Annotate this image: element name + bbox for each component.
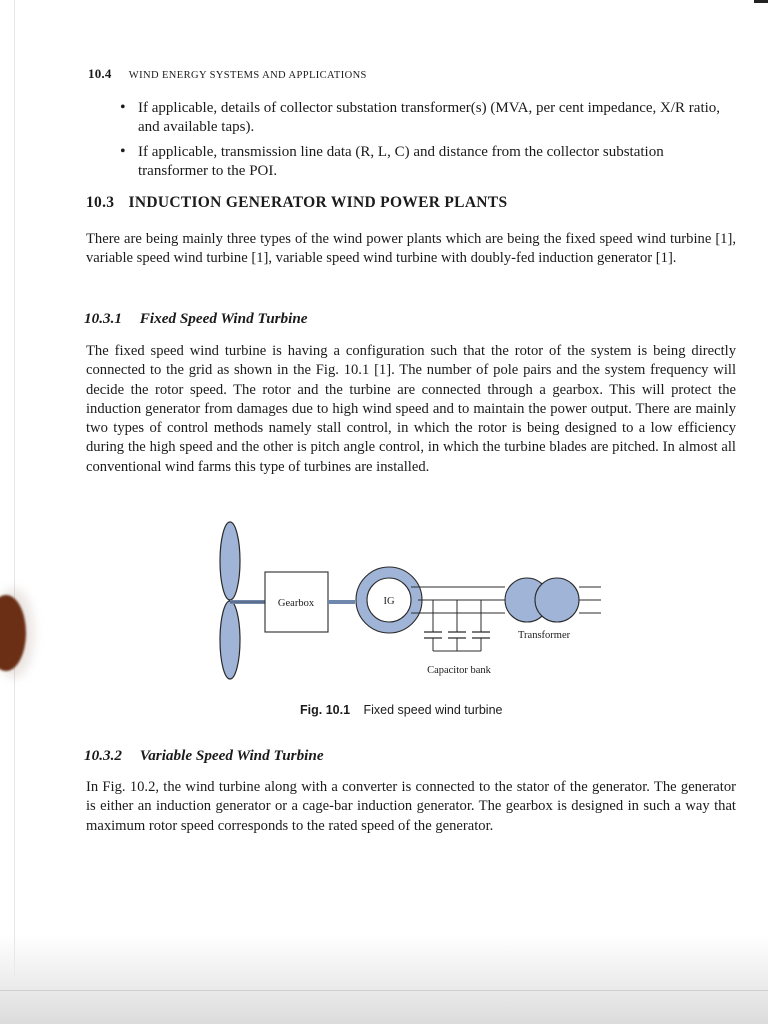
subsection-number: 10.3.2 (84, 747, 122, 764)
bullet-icon: • (120, 143, 126, 160)
bullet-icon: • (120, 99, 126, 116)
subsection-title: Variable Speed Wind Turbine (139, 747, 324, 764)
section-number: 10.3 (86, 194, 115, 211)
scan-bottom-shadow (0, 935, 768, 1024)
subsection-heading-fixed-speed (84, 310, 308, 328)
capacitor-plates (424, 632, 490, 638)
section-heading (86, 194, 507, 212)
capacitor-common-link (433, 638, 481, 651)
capacitor-bank-label: Capacitor bank (427, 665, 491, 676)
bullet-list (114, 99, 736, 187)
bullet-text: If applicable, transmission line data (R, L, C) and distance from the collector substation transformer to the POI. (138, 144, 664, 179)
turbine-blade-upper (220, 522, 240, 600)
figure-fixed-speed-wind-turbine (205, 518, 625, 688)
page-number: 10.4 (88, 66, 112, 81)
subsection-number: 10.3.1 (84, 310, 122, 327)
gearbox-label: Gearbox (277, 598, 315, 609)
list-item (114, 99, 736, 137)
subsection-title: Fixed Speed Wind Turbine (139, 310, 308, 327)
section-title: INDUCTION GENERATOR WIND POWER PLANTS (128, 194, 508, 211)
fixed-speed-paragraph: The fixed speed wind turbine is having a configuration such that the rotor of the system is being directly connected to the grid as shown in the Fig. 10.1 [1]. The number of pole pairs and the system frequency will decide the rotor speed. The rotor and the turbine are connected through a gearbox. This will protect the induction generator from damages due to high wind speed and to maintain the power output. There are mainly two types of control methods namely stall control, in which the rotor is being designed to a low efficiency during the high speed and the other is pitch angle control, in which the turbine blades are pitched. In almost all conventional wind farms this type of turbines are installed. (86, 343, 736, 475)
bullet-text: If applicable, details of collector substation transformer(s) (MVA, per cent impedance, X/R ratio, and available taps). (138, 100, 721, 135)
turbine-blade-lower (220, 601, 240, 679)
figure-caption-text: Fixed speed wind turbine (363, 703, 503, 717)
subsection-heading-variable-speed (84, 747, 324, 765)
list-item (114, 143, 736, 181)
scan-corner-mark (754, 0, 768, 3)
generator-label: IG (383, 596, 395, 607)
running-title: WIND ENERGY SYSTEMS AND APPLICATIONS (128, 70, 367, 81)
figure-caption (300, 703, 503, 717)
section-intro-paragraph: There are being mainly three types of the wind power plants which are being the fixed speed wind turbine [1], variable speed wind turbine [1], variable speed wind turbine with doubly-fed induction generator [1]. (86, 231, 736, 267)
running-header (88, 66, 367, 82)
scan-bottom-edge (0, 990, 768, 991)
variable-speed-paragraph: In Fig. 10.2, the wind turbine along with a converter is connected to the stator of the generator. The generator is either an induction generator or a cage-bar induction generator. The gearbox is designed in such a way that maximum rotor speed corresponds to the rated speed of the generator. (86, 779, 736, 834)
transformer-label: Transformer (518, 630, 571, 641)
turbine-diagram (205, 518, 625, 688)
figure-number: Fig. 10.1 (300, 703, 351, 717)
page-edge (14, 0, 15, 1000)
transformer-winding-secondary (535, 578, 579, 622)
